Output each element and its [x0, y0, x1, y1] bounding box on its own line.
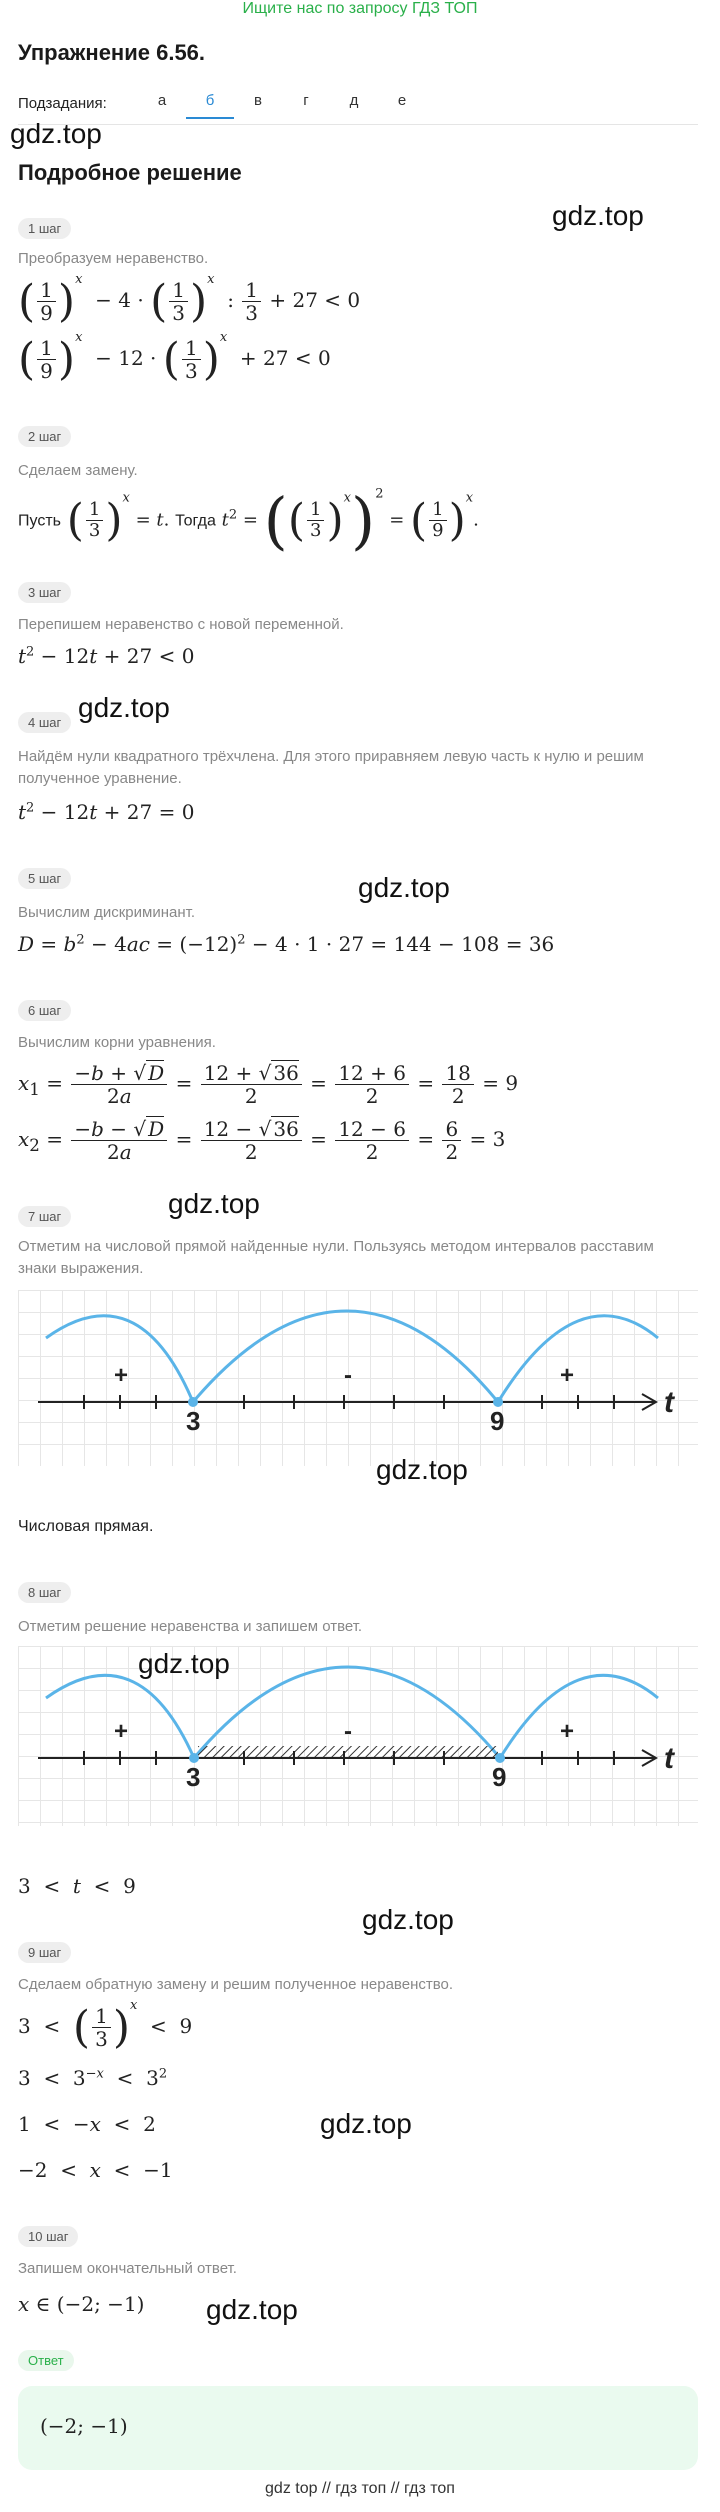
step-badge: 2 шаг [18, 426, 71, 447]
watermark: gdz.top [376, 1454, 468, 1485]
tabs-divider [18, 124, 698, 125]
step-description: Отметим на числовой прямой найденные нули. Пользуясь методом интервалов расставим знаки выражения. [18, 1238, 654, 1277]
axis-variable: t [664, 1386, 674, 1419]
step-description: Запишем окончательный ответ. [18, 2260, 237, 2277]
math-line: $x_2$ = $\frac{-b - √ D}{2a}$ = $\frac{12 - √ 36}{2}$ = $\frac{12 - 6}{2}$ = $\frac{6}{2}$ = 3 [18, 1117, 506, 1164]
step-description: Перепишем неравенство с новой переменной. [18, 616, 344, 633]
watermark: gdz.top [362, 1904, 454, 1935]
step-badge: 3 шаг [18, 582, 71, 603]
step-badge: 9 шаг [18, 1942, 71, 1963]
tab-b[interactable]: б [186, 92, 234, 119]
math-line: −2 < x < −1 [18, 2158, 173, 2182]
math-line: $3 < 3^{-x} < 3^2$ [18, 2066, 168, 2090]
solution-number-line-figure [18, 1646, 698, 1826]
tab-g[interactable]: г [303, 92, 309, 109]
step-badge: 4 шаг [18, 712, 71, 733]
tab-v[interactable]: в [254, 92, 262, 109]
step-badge: 7 шаг [18, 1206, 71, 1227]
point-a-label: 3 [186, 1762, 201, 1792]
step-description: Сделаем замену. [18, 462, 138, 479]
footer-links[interactable]: gdz top // гдз топ // гдз топ [265, 2480, 455, 2497]
sign-right: + [560, 1718, 575, 1745]
math-line: 3 < ( $\frac{1}{3}$ )$^x$ < 9 [18, 1998, 193, 2053]
point-b-label: 9 [492, 1762, 507, 1792]
search-hint-link[interactable]: Ищите нас по запросу ГДЗ ТОП [242, 0, 478, 17]
solution-heading: Подробное решение [18, 160, 242, 185]
tab-a[interactable]: а [157, 92, 167, 109]
step-description: Сделаем обратную замену и решим полученное неравенство. [18, 1976, 454, 1993]
math-line: 3 < t < 9 [18, 1874, 136, 1898]
answer-value: (−2; −1) [40, 2414, 128, 2438]
subtasks-label: Подзадания: [18, 95, 107, 112]
axis-variable: t [664, 1742, 674, 1775]
number-line-figure [18, 1290, 698, 1466]
math-line: Пусть ( $\frac{1}{3}$ )$^x$ = t. Тогда $t^2$ = (( $\frac{1}{3}$ )$^x$)$^2$ = ( $\frac{1}{9}$ )$^x$. [18, 484, 479, 557]
step-description: Вычислим корни уравнения. [18, 1034, 216, 1051]
step-badge: 6 шаг [18, 1000, 71, 1021]
point-b-label: 9 [490, 1406, 505, 1436]
step-badge: 1 шаг [18, 218, 71, 239]
step-description: Преобразуем неравенство. [18, 250, 209, 267]
math-line: $t^2 - 12t + 27 < 0$ [18, 644, 195, 668]
watermark: gdz.top [10, 118, 102, 149]
step-description: Отметим решение неравенства и запишем ответ. [18, 1618, 363, 1635]
point-a-label: 3 [186, 1406, 201, 1436]
answer-badge: Ответ [18, 2350, 74, 2371]
math-line: $D = b^2 - 4ac = (-12)^2 - 4 \cdot 1 \cdot 27 = 144 - 108 = 36$ [18, 932, 555, 956]
watermark: gdz.top [168, 1188, 260, 1219]
subtask-tabs [138, 92, 426, 119]
sign-middle: - [344, 1362, 352, 1389]
step-badge: 8 шаг [18, 1582, 71, 1603]
step-badge: 5 шаг [18, 868, 71, 889]
watermark: gdz.top [358, 872, 450, 903]
watermark: gdz.top [552, 200, 644, 231]
math-line: x ∈ (−2; −1) [18, 2292, 145, 2316]
page-title: Упражнение 6.56. [18, 40, 206, 65]
figure-caption: Числовая прямая. [18, 1518, 154, 1535]
watermark: gdz.top [320, 2108, 412, 2139]
watermark: gdz.top [78, 692, 170, 723]
watermark: gdz.top [206, 2294, 298, 2325]
let-word: Пусть [18, 512, 61, 530]
answer-box [18, 2386, 698, 2470]
step-description: Найдём нули квадратного трёхчлена. Для этого приравняем левую часть к нулю и решим полученное уравнение. [18, 748, 644, 787]
then-word: Тогда [175, 512, 216, 530]
sign-right: + [560, 1362, 575, 1389]
step-description: Вычислим дискриминант. [18, 904, 195, 921]
tab-d[interactable]: д [349, 92, 359, 109]
tab-e[interactable]: е [397, 92, 407, 109]
math-line: ( $\frac{1}{9}$ )$^x$ − 12 · ( $\frac{1}{3}$ )$^x$ + 27 < 0 [18, 330, 331, 385]
sign-left: + [114, 1362, 129, 1389]
math-line: 1 < −x < 2 [18, 2112, 156, 2136]
watermark: gdz.top [138, 1648, 230, 1679]
sign-middle: - [344, 1718, 352, 1745]
step-badge: 10 шаг [18, 2226, 78, 2247]
math-line: ( $\frac{1}{9}$ )$^x$ − 4 · ( $\frac{1}{3}$ )$^x$ : $\frac{1}{3}$ + 27 < 0 [18, 272, 361, 327]
math-line: $t^2 - 12t + 27 = 0$ [18, 800, 195, 824]
sign-left: + [114, 1718, 129, 1745]
math-line: $x_1$ = $\frac{-b + √ D}{2a}$ = $\frac{12 + √ 36}{2}$ = $\frac{12 + 6}{2}$ = $\frac{18}{2}$ = 9 [18, 1061, 519, 1108]
